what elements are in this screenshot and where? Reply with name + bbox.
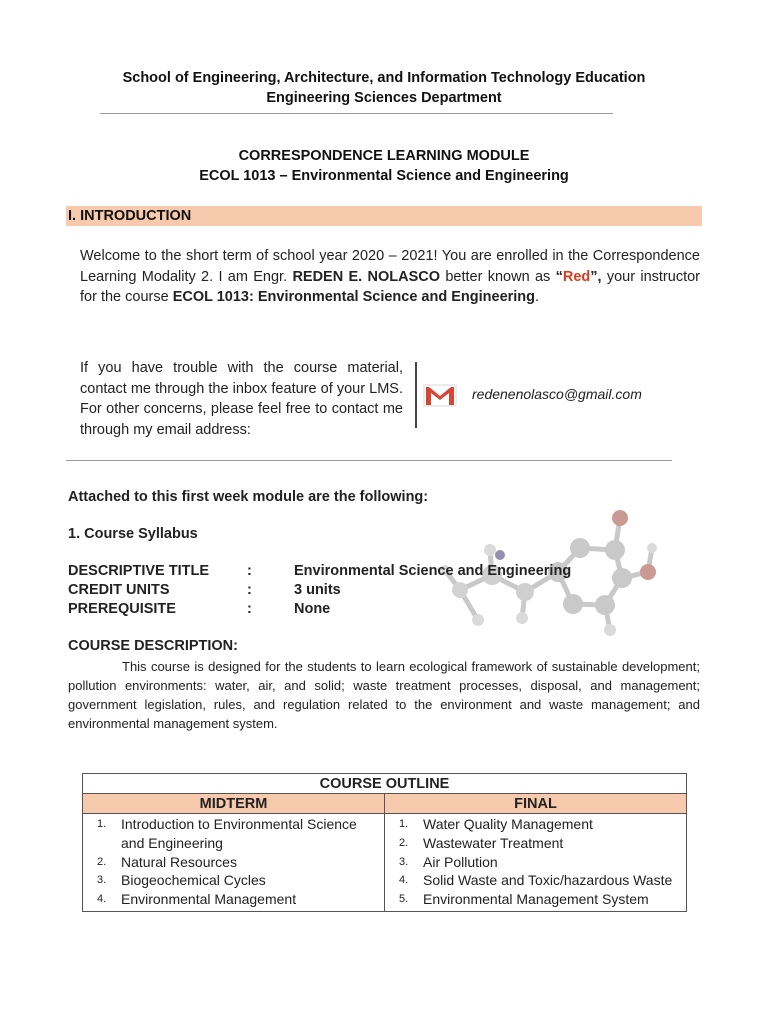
intro-paragraph [80,246,700,308]
list-text: Biogeochemical Cycles [121,872,266,889]
prerequisite-value: None [294,601,331,617]
credit-units-value: 3 units [294,582,341,598]
instructor-email[interactable]: redenenolasco@gmail.com [472,386,642,402]
instructor-name: REDEN E. NOLASCO [292,268,441,285]
intro-text-2: better known as [440,268,556,285]
school-name: School of Engineering, Architecture, and Information Technology Education [122,70,646,86]
department-name: Engineering Sciences Department [266,90,502,106]
descriptive-title-value: Environmental Science and Engineering [294,563,572,579]
list-text: Introduction to Environmental Science and Engineering [121,816,357,851]
attached-heading: Attached to this first week module are the following: [68,489,429,505]
list-item [87,871,380,890]
list-item [389,834,682,853]
list-item [389,890,682,909]
list-text: Environmental Management System [423,891,649,908]
final-header: FINAL [385,794,687,814]
course-outline-title: COURSE OUTLINE [83,774,687,794]
descriptive-title-label: DESCRIPTIVE TITLE [68,563,209,579]
list-item [389,815,682,834]
list-text: Air Pollution [423,853,498,870]
course-description-body: This course is designed for the students to learn ecological framework of sustainable development; pollution environments: water, air, and solid; waste treatment processes, disposal, and management; government legislation, rules, and regulation related to the environment and waste management; and environmental management system. [68,659,700,731]
intro-period: . [535,289,540,305]
intro-text-3: your instructor for the course [80,268,700,305]
prerequisite-label: PREREQUISITE [68,601,176,617]
list-number: 1. [97,818,107,830]
prerequisite-colon: : [247,601,252,617]
contact-paragraph: If you have trouble with the course material, contact me through the inbox feature of your LMS. For other concerns, please feel free to contact me through my email address: [80,360,403,438]
quote-open: “ [555,268,563,285]
course-outline-table [82,773,687,912]
list-number: 4. [97,893,107,906]
list-number: 4. [399,874,409,887]
list-text: Wastewater Treatment [423,834,564,851]
list-number: 1. [399,818,409,830]
course-title: ECOL 1013 – Environmental Science and Engineering [199,168,569,184]
list-item [87,815,380,853]
attached-item-syllabus: 1. Course Syllabus [68,526,198,542]
module-title: CORRESPONDENCE LEARNING MODULE [238,148,530,164]
header-divider [100,113,613,114]
course-description-text [68,657,700,733]
list-item [389,853,682,872]
list-text: Solid Waste and Toxic/hazardous Waste [423,872,673,889]
section-divider [66,460,672,461]
list-text: Natural Resources [121,853,237,870]
list-item [389,871,682,890]
list-item [87,853,380,872]
midterm-header: MIDTERM [83,794,385,814]
list-number: 2. [399,836,409,849]
list-number: 3. [399,855,409,868]
credit-units-label: CREDIT UNITS [68,582,170,598]
gmail-icon [423,383,457,407]
quote-close: ”, [590,268,602,285]
contact-divider [415,362,417,428]
credit-units-colon: : [247,582,252,598]
list-number: 5. [399,893,409,906]
section-introduction: I. INTRODUCTION [66,206,702,226]
intro-course-name: ECOL 1013: Environmental Science and Engineering [172,289,536,305]
list-text: Environmental Management [121,891,297,908]
midterm-topics [83,814,385,912]
list-item [87,890,380,909]
list-number: 2. [97,855,107,868]
instructor-nickname: Red [562,268,591,285]
list-text: Water Quality Management [423,816,593,832]
final-topics [385,814,687,912]
descriptive-title-colon: : [247,563,252,579]
list-number: 3. [97,874,107,887]
intro-text-1: Welcome to the short term of school year 2020 – 2021! You are enrolled in the Correspondence Learning Modality 2. I am Engr. [80,248,700,285]
course-description-heading: COURSE DESCRIPTION: [68,638,238,654]
